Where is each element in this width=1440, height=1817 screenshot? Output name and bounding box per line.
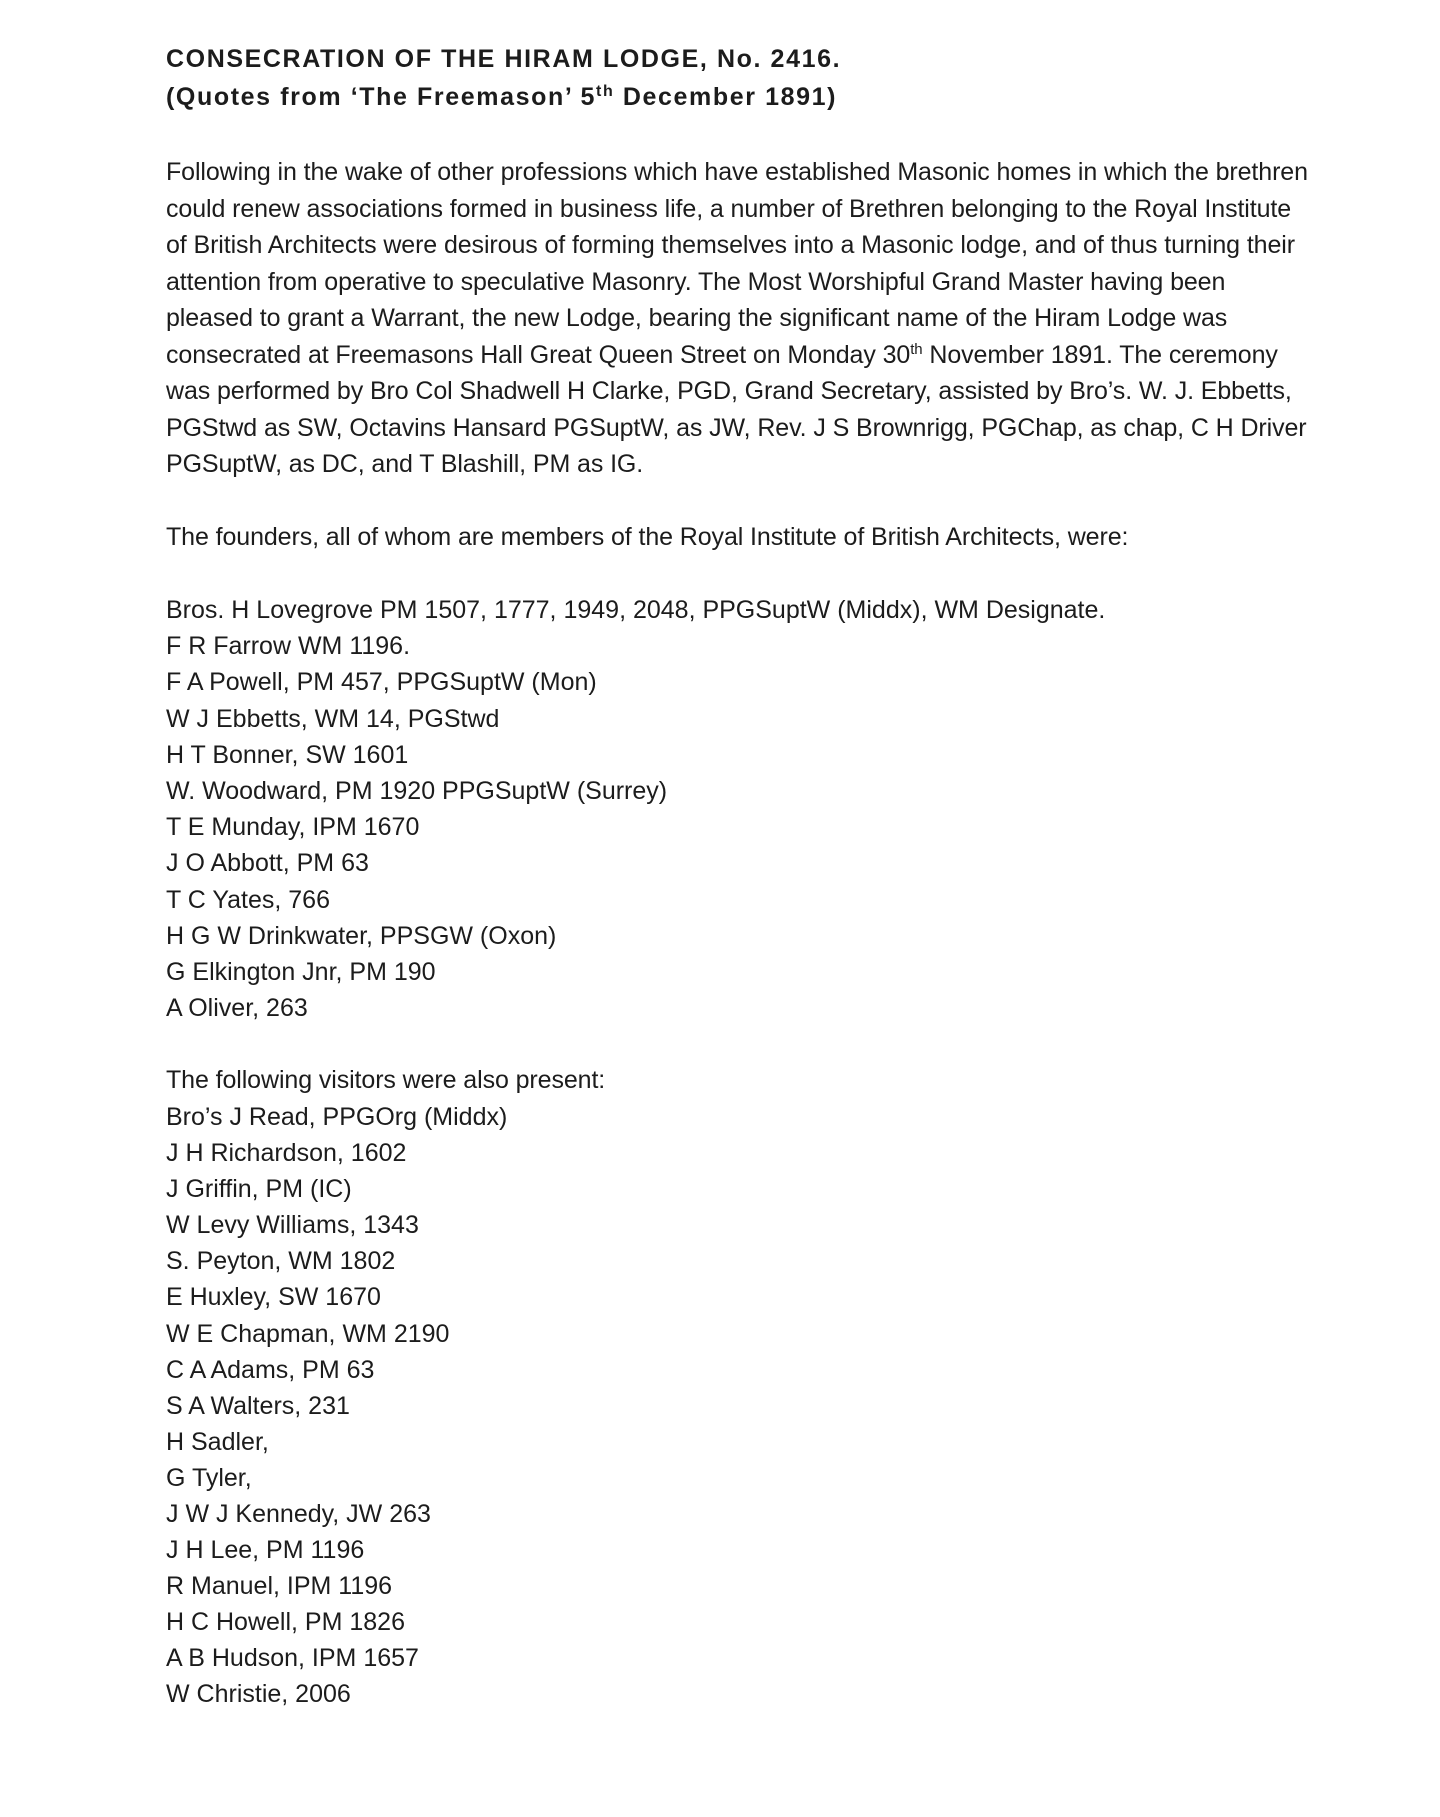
founder-entry: F R Farrow WM 1196. [166, 632, 411, 661]
paragraph-superscript: th [910, 340, 923, 358]
founder-entry: J O Abbott, PM 63 [166, 849, 369, 878]
visitor-entry: W Christie, 2006 [166, 1680, 351, 1709]
visitor-entry: C A Adams, PM 63 [166, 1355, 375, 1384]
visitor-entry: W E Chapman, WM 2190 [166, 1319, 450, 1348]
visitor-entry: J H Richardson, 1602 [166, 1139, 407, 1168]
founder-entry: H G W Drinkwater, PPSGW (Oxon) [166, 921, 557, 950]
paragraph-text-end: November 1891. The ceremony was performed by Bro Col Shadwell H Clarke, PGD, Grand Secretary, assisted by Bro’s. W. J. Ebbetts, PGStwd as SW, Octavins Hansard PGSuptW, as JW, Rev. J S Brownrigg, PGChap, as chap, C H Driver PGSuptW, as DC, and T Blashill, PM as IG. [166, 340, 1307, 478]
founder-entry: T E Munday, IPM 1670 [166, 813, 420, 842]
founder-entry: H T Bonner, SW 1601 [166, 740, 409, 769]
visitor-entry: H Sadler, [166, 1427, 269, 1456]
title-superscript: th [596, 83, 615, 100]
visitor-entry: J Griffin, PM (IC) [166, 1175, 352, 1204]
founder-entry: Bros. H Lovegrove PM 1507, 1777, 1949, 2048, PPGSuptW (Middx), WM Designate. [166, 596, 1106, 624]
founder-entry: W J Ebbetts, WM 14, PGStwd [166, 704, 500, 733]
title-line-1: CONSECRATION OF THE HIRAM LODGE, No. 2416. [166, 45, 842, 73]
paragraph-text-start: Following in the wake of other professions which have established Masonic homes in which the brethren could renew associations formed in business life, a number of Brethren belonging to the Royal Institute of British Architects were desirous of forming themselves into a Masonic lodge, and of thus turning their attention from operative to speculative Masonry. The Most Worshipful Grand Master having been pleased to grant a Warrant, the new Lodge, bearing the significant name of the Hiram Lodge was consecrated at Freemasons Hall Great Queen Street on Monday 30 [166, 158, 1308, 369]
visitor-entry: S. Peyton, WM 1802 [166, 1247, 396, 1276]
title-line-2 [166, 83, 837, 111]
visitor-entry: R Manuel, IPM 1196 [166, 1572, 393, 1601]
document-title [166, 40, 1316, 116]
title-line-2-start: (Quotes from ‘The Freemason’ 5 [166, 83, 597, 111]
title-line-2-end: December 1891) [614, 83, 838, 111]
visitor-entry: E Huxley, SW 1670 [166, 1283, 381, 1312]
visitor-entry: S A Walters, 231 [166, 1391, 350, 1420]
founder-entry: W. Woodward, PM 1920 PPGSuptW (Surrey) [166, 777, 668, 806]
founder-entry: T C Yates, 766 [166, 885, 330, 914]
visitor-entry: J H Lee, PM 1196 [166, 1536, 365, 1565]
visitors-section [166, 1062, 1316, 1712]
visitor-entry: W Levy Williams, 1343 [166, 1211, 419, 1240]
visitor-entry: Bro’s J Read, PPGOrg (Middx) [166, 1102, 508, 1131]
founders-list [166, 592, 1316, 1026]
founders-intro: The founders, all of whom are members of the Royal Institute of British Architects, were: [166, 522, 1129, 551]
founder-entry: F A Powell, PM 457, PPGSuptW (Mon) [166, 668, 597, 697]
visitors-list [166, 1099, 1316, 1713]
founder-entry: G Elkington Jnr, PM 190 [166, 958, 436, 987]
founder-entry: A Oliver, 263 [166, 994, 308, 1023]
visitor-entry: H C Howell, PM 1826 [166, 1608, 405, 1637]
visitor-entry: A B Hudson, IPM 1657 [166, 1644, 419, 1673]
visitors-intro: The following visitors were also present: [166, 1066, 606, 1095]
document-page [166, 40, 1316, 1713]
consecration-paragraph [166, 154, 1316, 483]
visitor-entry: G Tyler, [166, 1463, 252, 1492]
visitor-entry: J W J Kennedy, JW 263 [166, 1499, 431, 1528]
